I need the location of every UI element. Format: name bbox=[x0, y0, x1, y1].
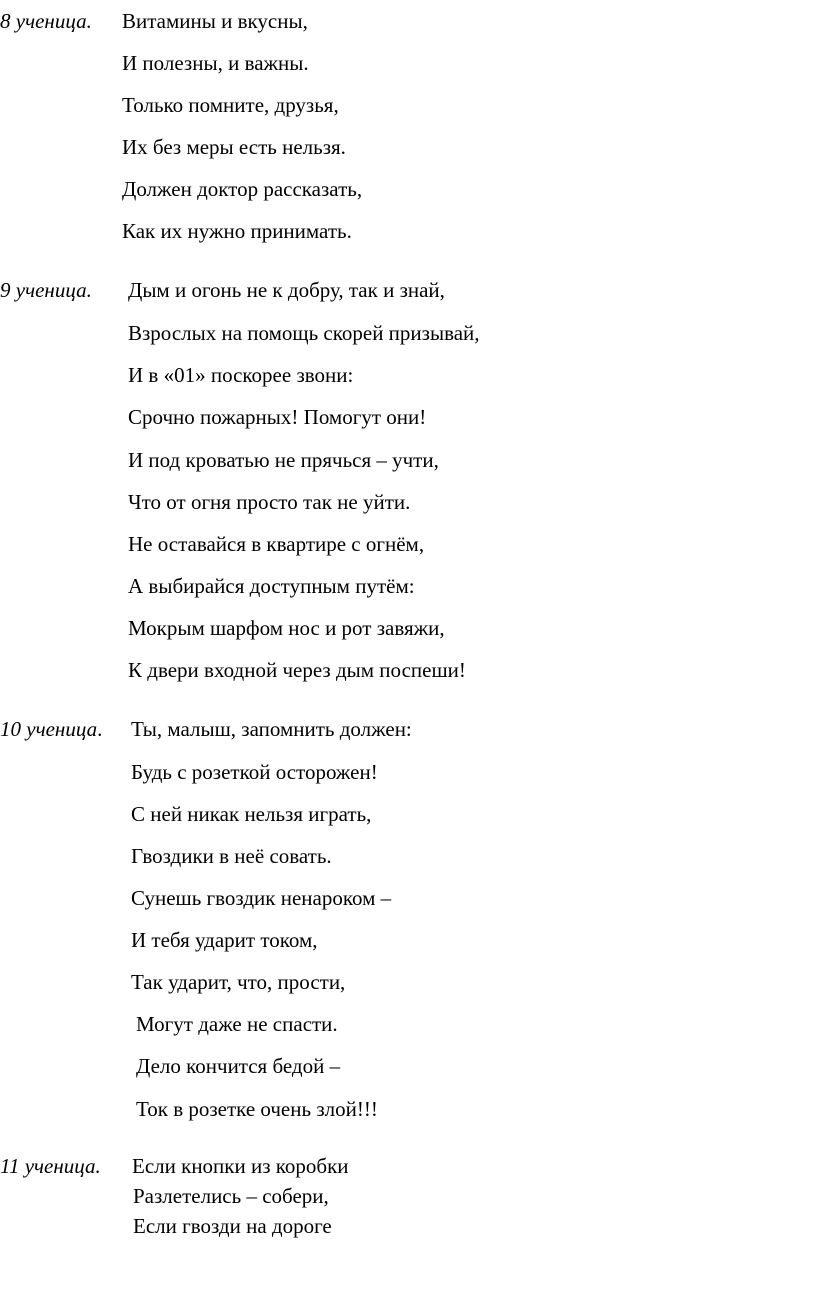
poem-line: И полезны, и важны. bbox=[122, 51, 309, 75]
poem-line: Так ударит, что, прости, bbox=[131, 970, 346, 994]
speaker-dot: . bbox=[97, 717, 103, 741]
speaker-label: 9 ученица. bbox=[0, 278, 92, 302]
poem-line: Срочно пожарных! Помогут они! bbox=[128, 405, 427, 429]
poem-line: Как их нужно принимать. bbox=[122, 219, 352, 243]
speaker-label bbox=[0, 716, 102, 742]
poem-line: Могут даже не спасти. bbox=[136, 1012, 338, 1036]
poem-line: Дело кончится бедой – bbox=[136, 1054, 341, 1078]
poem-line: Что от огня просто так не уйти. bbox=[128, 490, 411, 514]
poem-line: И в «01» поскорее звони: bbox=[128, 363, 354, 387]
poem-line: К двери входной через дым поспеши! bbox=[128, 658, 466, 682]
poem-line: Если кнопки из коробки bbox=[132, 1154, 349, 1178]
poem-line: Должен доктор рассказать, bbox=[122, 177, 363, 201]
speaker-label: 11 ученица. bbox=[0, 1154, 101, 1178]
poem-line: Дым и огонь не к добру, так и знай, bbox=[128, 278, 445, 302]
speaker-label: 8 ученица. bbox=[0, 9, 92, 33]
poem-line: Мокрым шарфом нос и рот завяжи, bbox=[128, 616, 445, 640]
poem-line: А выбирайся доступным путём: bbox=[128, 574, 415, 598]
poem-line: Сунешь гвоздик ненароком – bbox=[131, 886, 392, 910]
poem-line: И тебя ударит током, bbox=[131, 928, 318, 952]
speaker-name: 10 ученица bbox=[0, 717, 98, 741]
poem-line: Гвоздики в неё совать. bbox=[131, 844, 332, 868]
poem-line: С ней никак нельзя играть, bbox=[131, 802, 372, 826]
poem-line: Будь с розеткой осторожен! bbox=[131, 760, 378, 784]
poem-line: Если гвозди на дороге bbox=[133, 1214, 332, 1238]
poem-line: Ток в розетке очень злой!!! bbox=[136, 1097, 378, 1121]
poem-line: Ты, малыш, запомнить должен: bbox=[131, 717, 412, 741]
poem-line: Не оставайся в квартире с огнём, bbox=[128, 532, 425, 556]
poem-line: Взрослых на помощь скорей призывай, bbox=[128, 321, 480, 345]
poem-line: Их без меры есть нельзя. bbox=[122, 135, 346, 159]
poem-line: Только помните, друзья, bbox=[122, 93, 339, 117]
poem-line: И под кроватью не прячься – учти, bbox=[128, 448, 439, 472]
poem-line: Разлетелись – собери, bbox=[133, 1184, 329, 1208]
poem-line: Витамины и вкусны, bbox=[122, 9, 308, 33]
